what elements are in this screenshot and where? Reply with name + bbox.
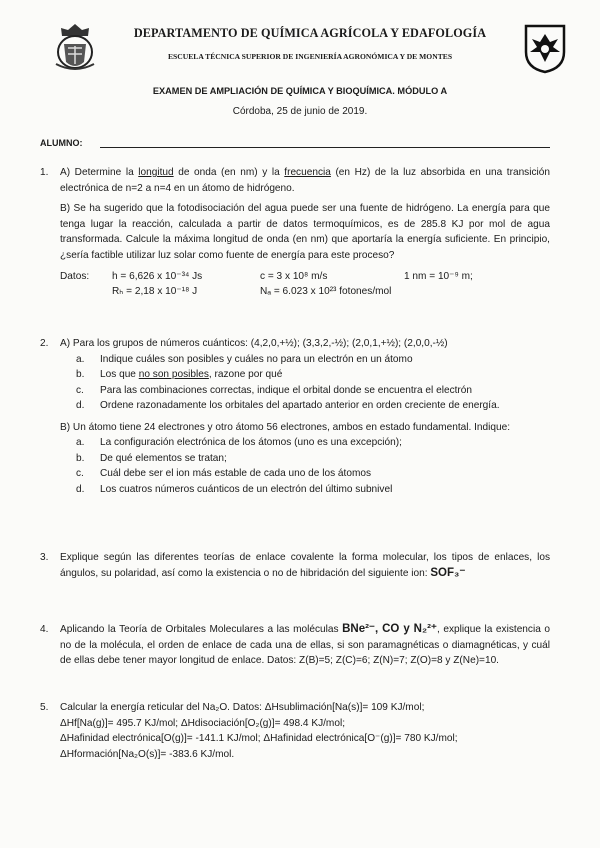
etsiam-shield-logo	[522, 22, 568, 74]
q5-line-3: ΔHafinidad electrónica[O(g)]= -141.1 KJ/mol; ΔHafinidad electrónica[O⁻(g)]= 780 KJ/mol;	[60, 733, 458, 744]
question-1-number: 1.	[40, 167, 49, 178]
q1-data-h: h = 6,626 x 10⁻³⁴ Js	[112, 271, 203, 282]
list-item: c. Para las combinaciones correctas, indique el orbital donde se encuentra el electrón	[76, 384, 473, 396]
list-item: a. La configuración electrónica de los átomos (uno es una excepción);	[76, 437, 402, 448]
q1-data-label: Datos:	[60, 271, 90, 282]
q1-data-c: c = 3 x 10⁸ m/s	[260, 271, 328, 282]
list-item: d. Los cuatros números cuánticos de un electrón del último subnivel	[76, 483, 393, 495]
q1-a-underline-frecuencia: frecuencia	[284, 167, 331, 178]
university-crest-logo	[52, 22, 98, 74]
q1-data	[40, 269, 550, 301]
q4-text-end: , explique la existencia o no de la molécula, el orden de enlace de cada una de ellas, si son paramagnéticas o diamagnéticas, y cuál de ellas debe tener mayor longitud de enlace. Datos: Z(B)=5; Z(C)=6; Z(N)=7; Z(O)=8 y Z(Ne)=10.	[60, 624, 550, 666]
q1-data-na: Nₐ = 6.023 x 10²³ fotones/mol	[260, 286, 392, 297]
question-1	[40, 165, 550, 301]
question-5-number: 5.	[40, 702, 49, 713]
q1-a-text: A) Determine la	[60, 167, 139, 178]
q5-line-4: ΔHformación[Na₂O(s)]= -383.6 KJ/mol.	[60, 748, 235, 760]
student-label: ALUMNO:	[40, 138, 83, 148]
question-3-number: 3.	[40, 552, 49, 563]
exam-date: Córdoba, 25 de junio de 2019.	[232, 106, 368, 117]
exam-title: EXAMEN DE AMPLIACIÓN DE QUÍMICA Y BIOQUÍMICA. MÓDULO A	[152, 86, 448, 96]
department-title: DEPARTAMENTO DE QUÍMICA AGRÍCOLA Y EDAFOLOGÍA	[133, 26, 487, 40]
list-item: b. De qué elementos se tratan;	[76, 452, 227, 464]
q3-text: Explique según las diferentes teorías de enlace covalente la forma molecular, los tipos de enlaces, los ángulos, su polaridad, así como la existencia o no de hibridación del siguiente ion:	[60, 552, 550, 579]
q4-text: Aplicando la Teoría de Orbitales Moleculares a las moléculas	[60, 624, 343, 635]
q1-part-b: B) Se ha sugerido que la fotodisociación del agua puede ser una fuente de hidrógeno. La energía para que tenga lugar la reacción, calculada a partir de datos termoquímicos, es de 285.8 KJ por mol de agua transformada. Calcule la máxima longitud de onda (en nm) que aportaría la energía suficiente. En principio, ¿sería factible utilizar luz solar como fuente de energía para este proceso?	[60, 203, 550, 261]
q1-a-text-mid: de onda (en nm) y la	[173, 167, 285, 178]
question-2-number: 2.	[40, 338, 49, 349]
q3-formula: SOF₃⁻	[430, 566, 466, 579]
q2-a-list	[40, 352, 550, 414]
student-name-field[interactable]	[100, 147, 550, 148]
question-3	[40, 550, 550, 581]
question-4-number: 4.	[40, 624, 49, 635]
q4-formula: BNe²⁻, CO y N₂²⁺	[342, 623, 437, 635]
question-5	[40, 700, 550, 762]
q1-a-text-end: (en Hz) de la luz absorbida en una transición electrónica de n=2 a n=4 en un átomo de hidrógeno.	[60, 167, 550, 194]
q2-b-list	[40, 435, 550, 497]
list-item: b. Los que no son posibles, razone por qué	[76, 369, 283, 380]
question-2	[40, 336, 550, 497]
question-4	[40, 622, 550, 669]
list-item: c. Cuál debe ser el ion más estable de cada uno de los átomos	[76, 468, 372, 479]
list-item: a. Indique cuáles son posibles y cuáles no para un electrón en un átomo	[76, 353, 413, 365]
q2-b-intro: B) Un átomo tiene 24 electrones y otro átomo 56 electrones, ambos en estado fundamental. Indique:	[60, 421, 511, 433]
q1-data-rh: Rₕ = 2,18 x 10⁻¹⁸ J	[112, 286, 198, 297]
q2-a-intro: A) Para los grupos de números cuánticos: (4,2,0,+½); (3,3,2,-½); (2,0,1,+½); (2,0,0,-½)	[60, 338, 448, 349]
school-name: ESCUELA TÉCNICA SUPERIOR DE INGENIERÍA AGRONÓMICA Y DE MONTES	[167, 52, 453, 61]
q5-line-2: ΔHf[Na(g)]= 495.7 KJ/mol; ΔHdisociación[O₂(g)]= 498.4 KJ/mol;	[60, 717, 346, 729]
list-item: d. Ordene razonadamente los orbitales del apartado anterior en orden creciente de energía.	[76, 400, 500, 411]
q1-a-underline-longitud: longitud	[138, 167, 174, 178]
q1-data-nm: 1 nm = 10⁻⁹ m;	[404, 271, 473, 282]
q5-line-1: Calcular la energía reticular del Na₂O. Datos: ΔHsublimación[Na(s)]= 109 KJ/mol;	[60, 702, 425, 713]
